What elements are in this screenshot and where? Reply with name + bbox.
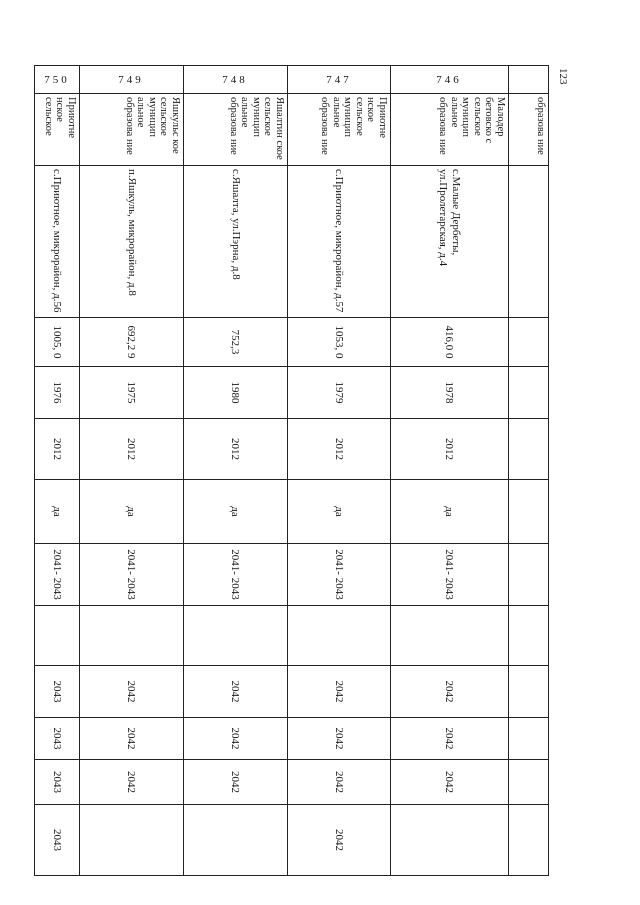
municipality-cell: Яшалтин ское сельское муницип альное образова ние <box>184 94 288 166</box>
period-cell: 2041- 2043 <box>35 544 80 606</box>
blank-cell <box>288 606 391 666</box>
page-number: 123 <box>557 68 569 85</box>
year-built-cell: 1980 <box>184 367 288 419</box>
year-cell-3: 2043 <box>35 760 80 805</box>
year-cell-4 <box>391 805 509 876</box>
year-built-cell: 1975 <box>80 367 184 419</box>
year-cell: 2012 <box>391 419 509 480</box>
flag-cell: да <box>184 480 288 544</box>
flag-cell: да <box>288 480 391 544</box>
year-cell-1: 2042 <box>184 666 288 718</box>
year-cell-2: 2042 <box>391 718 509 760</box>
year-built-cell: 1978 <box>391 367 509 419</box>
table-row-top <box>509 66 549 876</box>
year-cell-2: 2042 <box>80 718 184 760</box>
row-number: 750 <box>35 66 80 94</box>
year-cell-1: 2042 <box>80 666 184 718</box>
period-cell: 2041- 2043 <box>391 544 509 606</box>
year-cell-1: 2042 <box>288 666 391 718</box>
address-cell: п.Яшкуль, микрорайон, д.8 <box>80 166 184 318</box>
municipality-cell: Яшкульс кое сельское муницип альное образова ние <box>80 94 184 166</box>
address-cell: с.Яшалта, ул.Пэрна, д.8 <box>184 166 288 318</box>
address-cell: с.Приютное, микрорайон, д.56 <box>35 166 80 318</box>
period-cell: 2041- 2043 <box>288 544 391 606</box>
municipality-cell: Приютне нское сельское <box>35 94 80 166</box>
year-cell-3: 2042 <box>391 760 509 805</box>
year-cell: 2012 <box>288 419 391 480</box>
table-row <box>391 66 509 876</box>
row-number: 749 <box>80 66 184 94</box>
year-cell-1: 2043 <box>35 666 80 718</box>
year-cell-1: 2042 <box>391 666 509 718</box>
blank-cell <box>184 606 288 666</box>
year-cell: 2012 <box>184 419 288 480</box>
table-row <box>288 66 391 876</box>
table-row <box>184 66 288 876</box>
period-cell: 2041- 2043 <box>80 544 184 606</box>
year-cell: 2012 <box>80 419 184 480</box>
year-cell-4 <box>184 805 288 876</box>
year-cell-2: 2042 <box>288 718 391 760</box>
flag-cell: да <box>391 480 509 544</box>
year-cell-3: 2042 <box>184 760 288 805</box>
year-cell-4: 2043 <box>35 805 80 876</box>
year-built-cell: 1979 <box>288 367 391 419</box>
flag-cell: да <box>35 480 80 544</box>
area-cell: 752,3 <box>184 318 288 367</box>
flag-cell: да <box>80 480 184 544</box>
address-cell: с.Малые Дербеты, ул.Пролетарская, д.4 <box>391 166 509 318</box>
municipality-cell: Малодер бетовско с сельское муницип альное образова ние <box>391 94 509 166</box>
rotated-table-page <box>29 65 549 875</box>
housing-table <box>34 65 549 876</box>
year-cell-3: 2042 <box>80 760 184 805</box>
area-cell: 692,2 9 <box>80 318 184 367</box>
blank-cell <box>391 606 509 666</box>
table-row <box>80 66 184 876</box>
year-cell-2: 2043 <box>35 718 80 760</box>
row-number: 747 <box>288 66 391 94</box>
year-cell-4 <box>80 805 184 876</box>
table-row <box>35 66 80 876</box>
year-built-cell: 1976 <box>35 367 80 419</box>
blank-cell <box>80 606 184 666</box>
year-cell-2: 2042 <box>184 718 288 760</box>
blank-cell <box>35 606 80 666</box>
address-cell: с.Приютное, микрорайон, д.57 <box>288 166 391 318</box>
area-cell: 416,0 0 <box>391 318 509 367</box>
municipality-cell: Приютне нское сельское муницип альное образова ние <box>288 94 391 166</box>
year-cell: 2012 <box>35 419 80 480</box>
year-cell-4: 2042 <box>288 805 391 876</box>
area-cell: 1005, 0 <box>35 318 80 367</box>
area-cell: 1053, 0 <box>288 318 391 367</box>
municipality-cell: образова ние <box>509 94 549 166</box>
row-number: 748 <box>184 66 288 94</box>
num-cell <box>509 66 549 94</box>
row-number: 746 <box>391 66 509 94</box>
year-cell-3: 2042 <box>288 760 391 805</box>
period-cell: 2041- 2043 <box>184 544 288 606</box>
